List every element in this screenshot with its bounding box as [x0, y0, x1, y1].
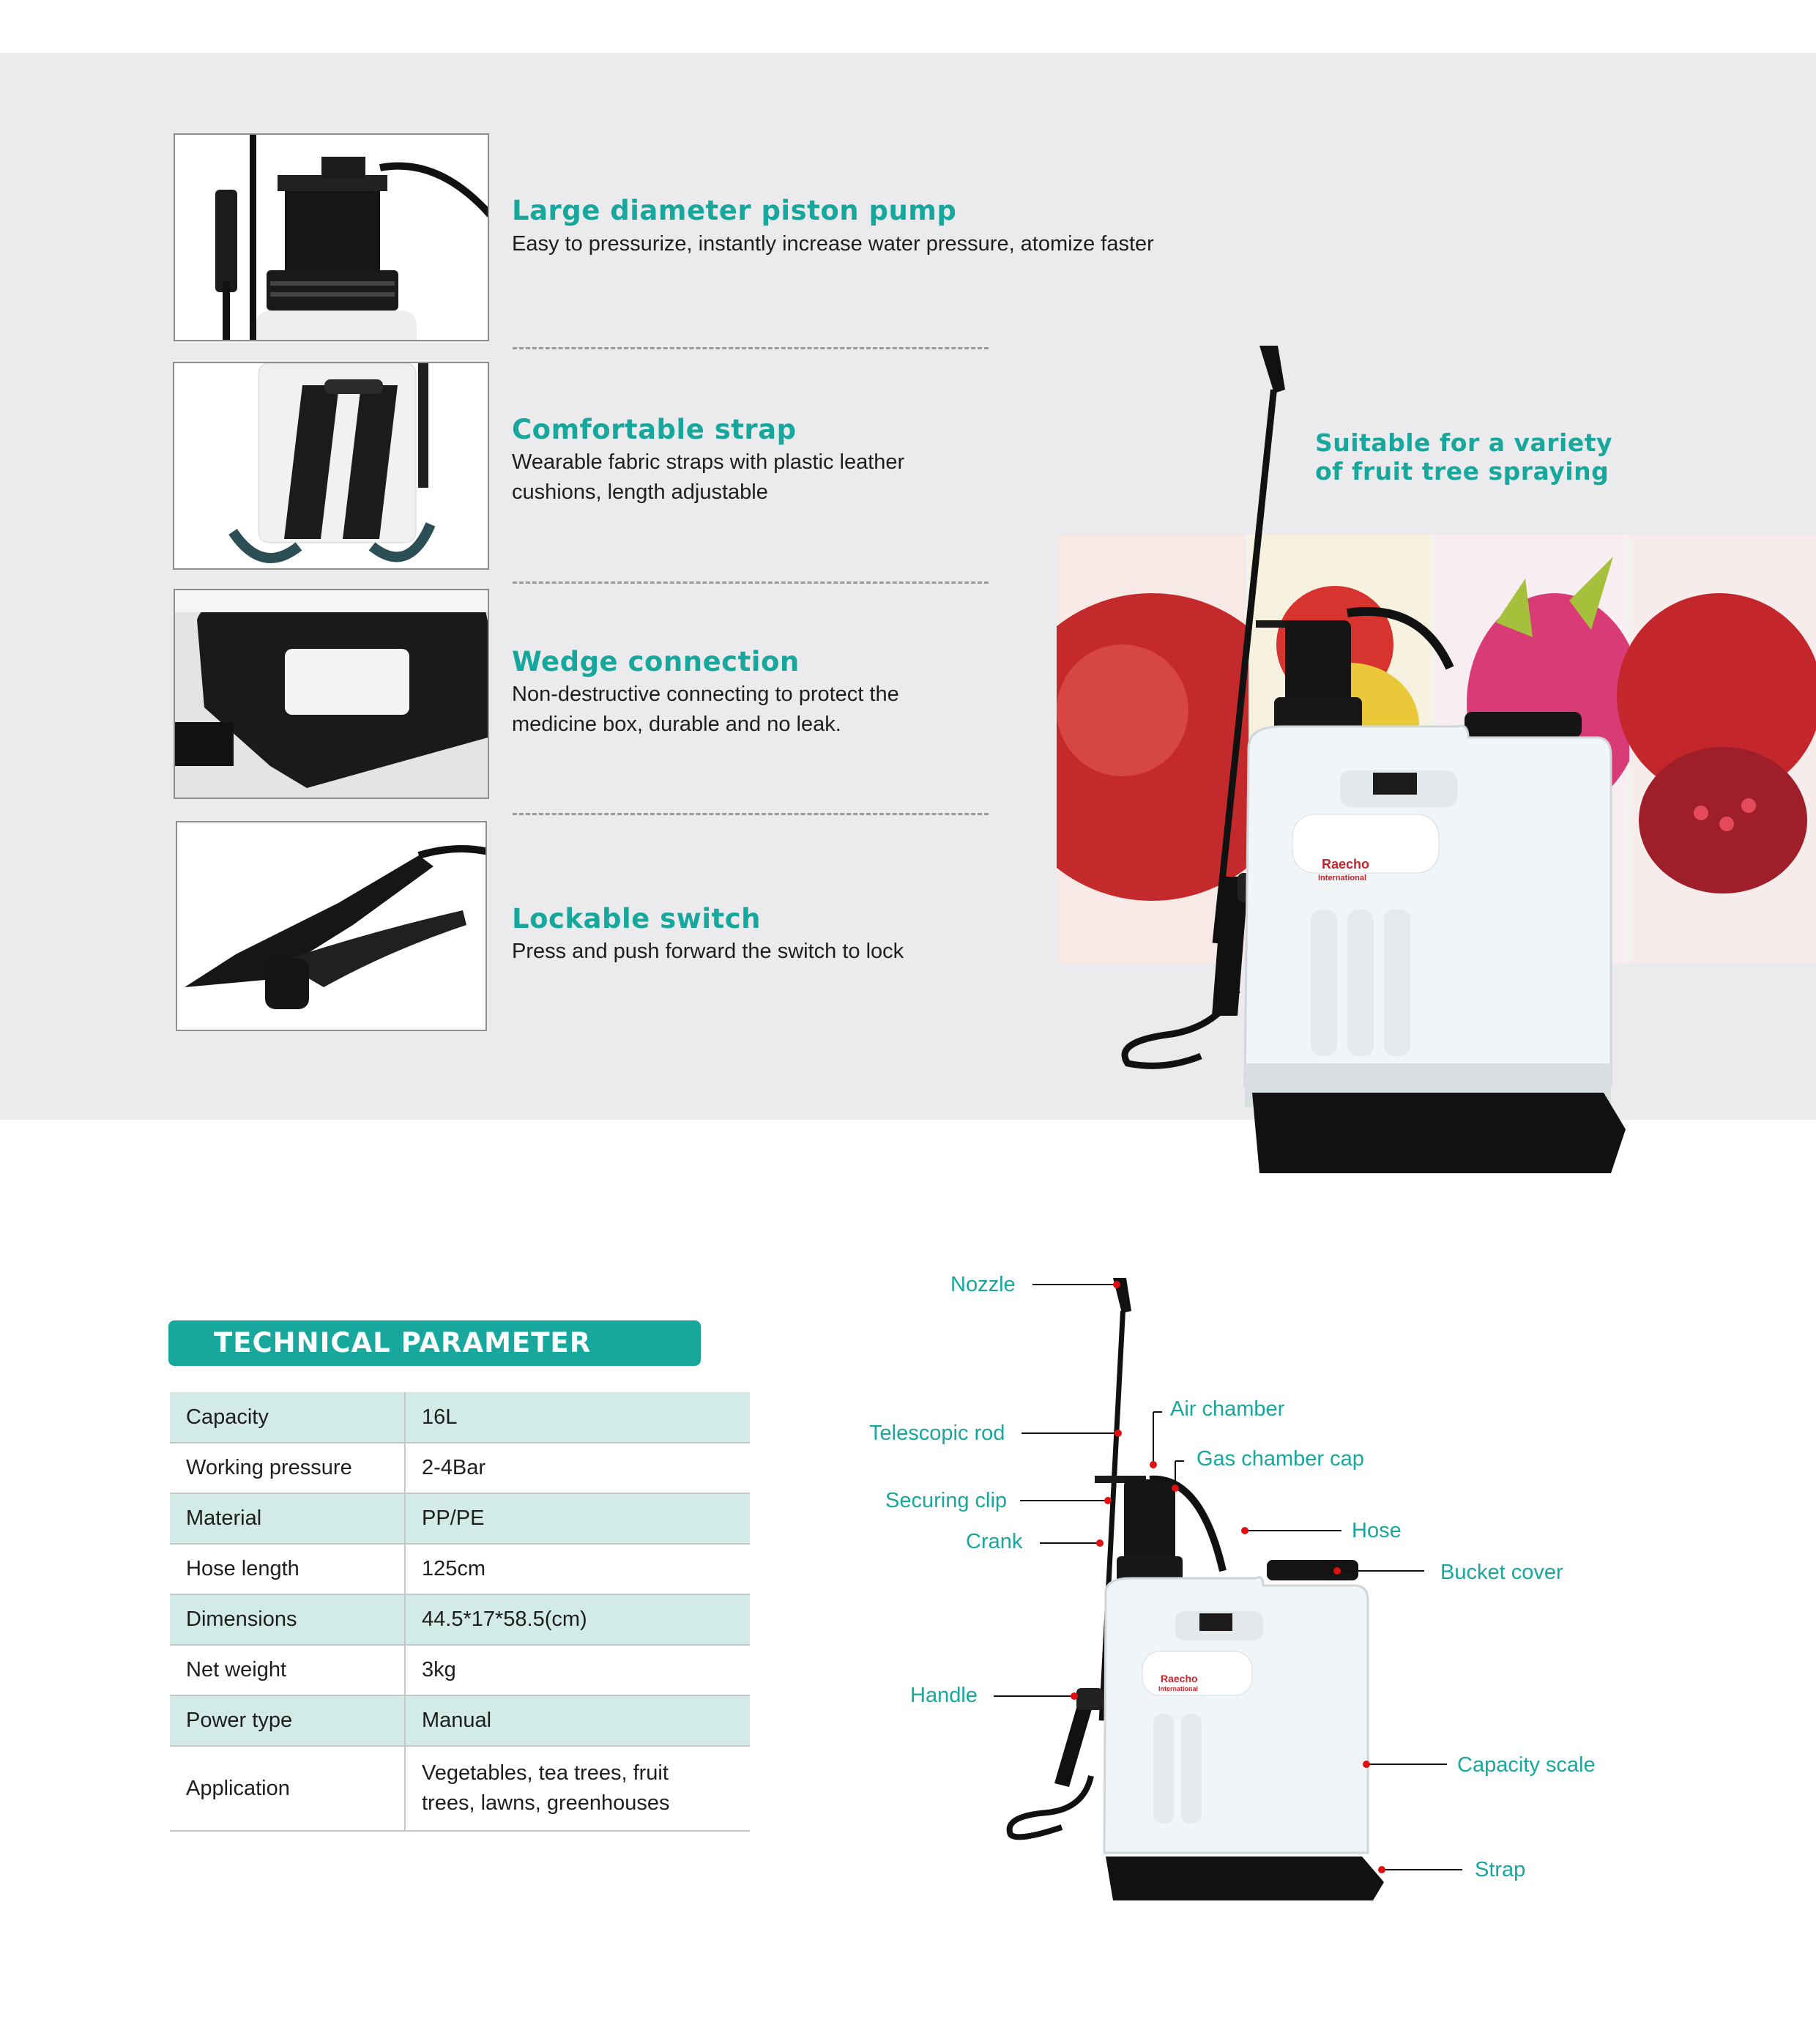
parts-brand: Raecho	[1161, 1673, 1198, 1684]
param-label: Net weight	[170, 1645, 405, 1695]
param-label: Application	[170, 1746, 405, 1831]
param-value: 2-4Bar	[405, 1443, 750, 1493]
param-value-text: Vegetables, tea trees, fruit trees, lawns, greenhouses	[422, 1761, 670, 1815]
part-label-air-chamber: Air chamber	[1170, 1397, 1285, 1421]
feature-title-switch: Lockable switch	[512, 903, 761, 934]
feature-title-pump: Large diameter piston pump	[512, 195, 957, 226]
param-value: 3kg	[405, 1645, 750, 1695]
hero-brand: Raecho	[1322, 857, 1370, 872]
feature-desc-switch: Press and push forward the switch to lock	[512, 940, 904, 963]
part-label-strap: Strap	[1475, 1858, 1526, 1881]
part-label-nozzle: Nozzle	[950, 1273, 1016, 1296]
feature-desc-pump: Easy to pressurize, instantly increase water pressure, atomize faster	[512, 232, 1154, 256]
feature-title-strap: Comfortable strap	[512, 414, 797, 445]
param-label: Dimensions	[170, 1594, 405, 1645]
part-label-gas-chamber-cap: Gas chamber cap	[1197, 1447, 1364, 1471]
feature-desc-strap: Wearable fabric straps with plastic leather cushions, length adjustable	[512, 450, 905, 504]
param-label: Hose length	[170, 1544, 405, 1594]
part-label-bucket-cover: Bucket cover	[1440, 1561, 1563, 1584]
part-label-hose: Hose	[1352, 1519, 1402, 1542]
part-label-crank: Crank	[966, 1530, 1023, 1553]
part-label-securing-clip: Securing clip	[885, 1489, 1008, 1512]
tech-param-title: TECHNICAL PARAMETER	[214, 1327, 592, 1359]
feature-title-wedge: Wedge connection	[512, 646, 800, 677]
param-value: PP/PE	[405, 1493, 750, 1544]
part-label-telescopic-rod: Telescopic rod	[869, 1421, 1005, 1445]
feature-desc-wedge: Non-destructive connecting to protect the medicine box, durable and no leak.	[512, 683, 899, 736]
param-label: Capacity	[170, 1392, 405, 1443]
param-value: 16L	[405, 1392, 750, 1443]
part-label-handle: Handle	[910, 1684, 978, 1707]
hero-tagline: Suitable for a variety of fruit tree spraying	[1315, 428, 1613, 486]
part-label-capacity-scale: Capacity scale	[1457, 1753, 1596, 1777]
param-value: Manual	[405, 1695, 750, 1746]
param-label: Working pressure	[170, 1443, 405, 1493]
param-value: 125cm	[405, 1544, 750, 1594]
param-label: Power type	[170, 1695, 405, 1746]
hero-brand-sub: International	[1318, 874, 1367, 882]
parts-brand-sub: International	[1158, 1685, 1199, 1692]
param-label: Material	[170, 1493, 405, 1544]
param-value: 44.5*17*58.5(cm)	[405, 1594, 750, 1645]
